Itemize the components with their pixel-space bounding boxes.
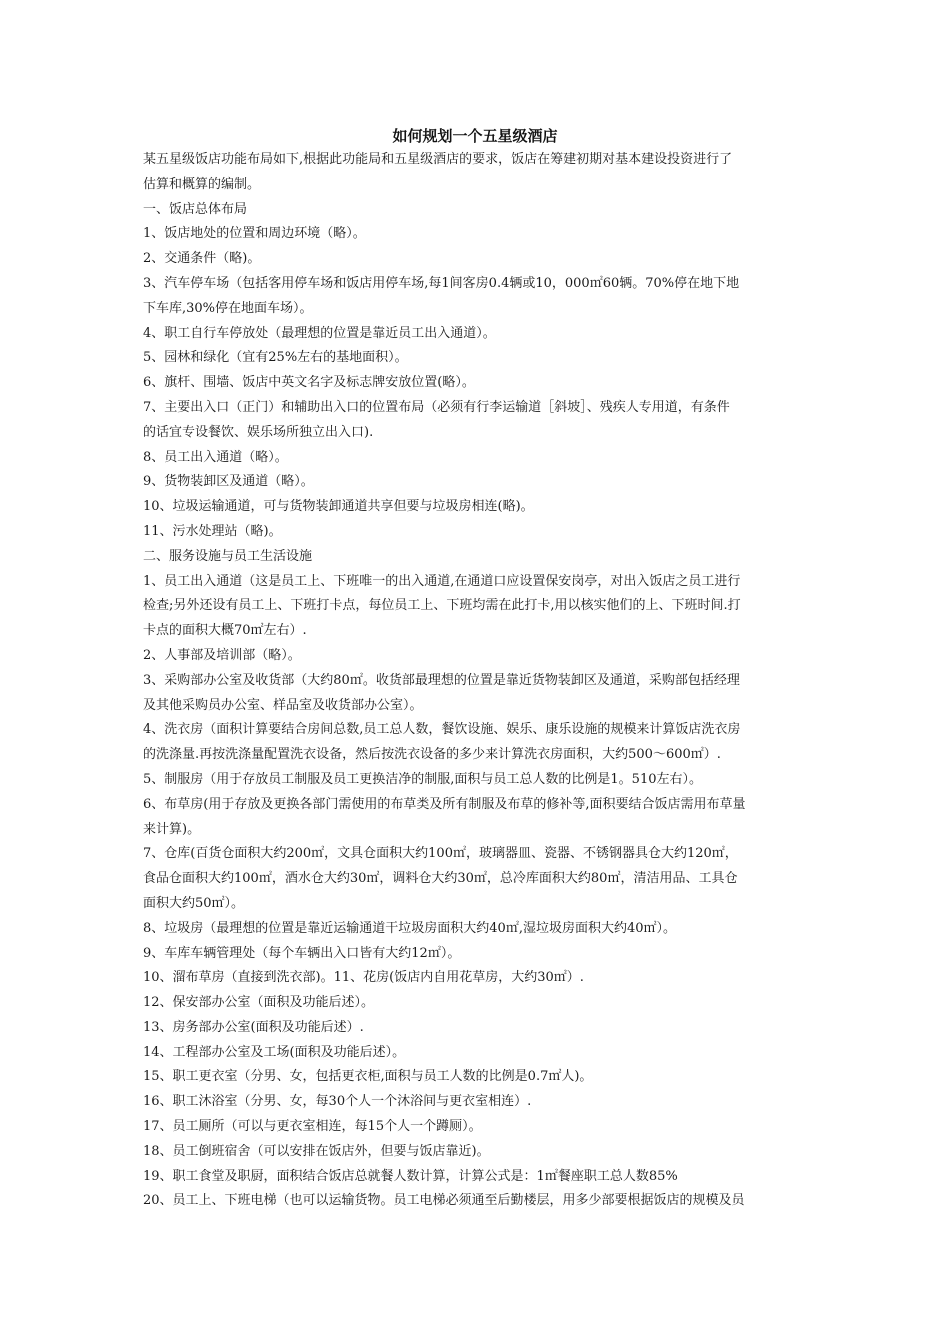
document-line: 来计算)。 <box>143 821 201 837</box>
document-title: 如何规划一个五星级酒店 <box>392 127 558 145</box>
document-line: 7、仓库(百货仓面积大约200㎡，文具仓面积大约100㎡，玻璃器皿、瓷器、不锈钢器具仓大约120㎡， <box>143 846 738 862</box>
document-line: 2、人事部及培训部（略）。 <box>143 647 301 663</box>
document-line: 13、房务部办公室(面积及功能后述）. <box>143 1019 364 1035</box>
document-line: 18、员工倒班宿舍（可以安排在饭店外，但要与饭店靠近)。 <box>143 1143 490 1159</box>
document-line: 5、制服房（用于存放员工制服及员工更换洁净的制服,面积与员工总人数的比例是1。510左右）。 <box>143 771 702 787</box>
document-line: 估算和概算的编制。 <box>143 176 261 192</box>
document-line: 及其他采购员办公室、样品室及收货部办公室）。 <box>143 697 423 713</box>
document-line: 8、员工出入通道（略）。 <box>143 449 288 465</box>
document-line: 12、保安部办公室（面积及功能后述）。 <box>143 995 375 1011</box>
document-line: 10、垃圾运输通道，可与货物装卸通道共享但要与垃圾房相连(略)。 <box>143 499 534 515</box>
document-line: 面积大约50㎡）。 <box>143 895 245 911</box>
document-line: 下车库,30%停在地面车场）。 <box>143 300 313 316</box>
document-line: 17、员工厕所（可以与更衣室相连，每15个人一个蹲厕）。 <box>143 1119 482 1135</box>
document-line: 11、污水处理站（略)。 <box>143 523 282 539</box>
document-line: 9、货物装卸区及通道（略）。 <box>143 474 314 490</box>
document-line: 某五星级饭店功能布局如下,根据此功能局和五星级酒店的要求，饭店在筹建初期对基本建设投资进行了 <box>143 152 733 167</box>
document-line: 7、主要出入口（正门）和辅助出入口的位置布局（必须有行李运输道［斜坡］、残疾人专用道，有条件 <box>143 399 730 415</box>
document-line: 15、职工更衣室（分男、女，包括更衣柜,面积与员工人数的比例是0.7㎡人)。 <box>143 1069 593 1085</box>
document-line: 14、工程部办公室及工场(面积及功能后述）。 <box>143 1044 406 1060</box>
document-line: 的洗涤量.再按洗涤量配置洗衣设备，然后按洗衣设备的多少来计算洗衣房面积，大约500～600㎡）. <box>143 747 721 763</box>
document-line: 卡点的面积大概70㎡左右）. <box>143 623 307 639</box>
document-line: 检查;另外还设有员工上、下班打卡点，每位员工上、下班均需在此打卡,用以核实他们的上、下班时间.打 <box>143 598 741 614</box>
document-line: 1、员工出入通道（这是员工上、下班唯一的出入通道,在通道口应设置保安岗亭，对出入饭店之员工进行 <box>143 573 741 589</box>
document-line: 5、园林和绿化（宜有25%左右的基地面积）。 <box>143 350 408 366</box>
document-line: 20、员工上、下班电梯（也可以运输货物。员工电梯必须通至后勤楼层，用多少部要根据饭店的规模及员 <box>143 1193 745 1209</box>
document-line: 1、饭店地处的位置和周边环境（略）。 <box>143 226 366 242</box>
document-line: 9、车库车辆管理处（每个车辆出入口皆有大约12㎡）。 <box>143 945 461 961</box>
document-line: 16、职工沐浴室（分男、女，每30个人一个沐浴间与更衣室相连）. <box>143 1094 532 1110</box>
document-line: 6、旗杆、围墙、饭店中英文名字及标志牌安放位置(略）。 <box>143 375 475 391</box>
document-body <box>143 148 811 1214</box>
document-line: 一、饭店总体布局 <box>143 201 248 217</box>
document-line: 2、交通条件（略)。 <box>143 251 261 267</box>
document-line: 10、溜布草房（直接到洗衣部)。11、花房(饭店内自用花草房，大约30㎡）. <box>143 970 584 986</box>
document-line: 6、布草房(用于存放及更换各部门需使用的布草类及所有制服及布草的修补等,面积要结合饭店需用布草量 <box>143 796 746 812</box>
document-line: 4、职工自行车停放处（最理想的位置是靠近员工出入通道）。 <box>143 325 496 341</box>
document-line: 8、垃圾房（最理想的位置是靠近运输通道干垃圾房面积大约40㎡,湿垃圾房面积大约40㎡）。 <box>143 920 676 936</box>
document-line: 4、洗衣房（面积计算要结合房间总数,员工总人数，餐饮设施、娱乐、康乐设施的规模来计算饭店洗衣房 <box>143 722 741 738</box>
document-line: 二、服务设施与员工生活设施 <box>143 548 313 564</box>
document-line: 3、汽车停车场（包括客用停车场和饭店用停车场,每1间客房0.4辆或10，000㎡60辆。70%停在地下地 <box>143 275 740 291</box>
document-line: 的话宜专设餐饮、娱乐场所独立出入口). <box>143 424 374 440</box>
document-line: 食品仓面积大约100㎡，酒水仓大约30㎡，调料仓大约30㎡，总冷库面积大约80㎡，清洁用品、工具仓 <box>143 871 738 887</box>
document-line: 19、职工食堂及职厨，面积结合饭店总就餐人数计算，计算公式是：1㎡餐座职工总人数85% <box>143 1168 678 1184</box>
document-line: 3、采购部办公室及收货部（大约80㎡。收货部最理想的位置是靠近货物装卸区及通道，采购部包括经理 <box>143 672 740 688</box>
